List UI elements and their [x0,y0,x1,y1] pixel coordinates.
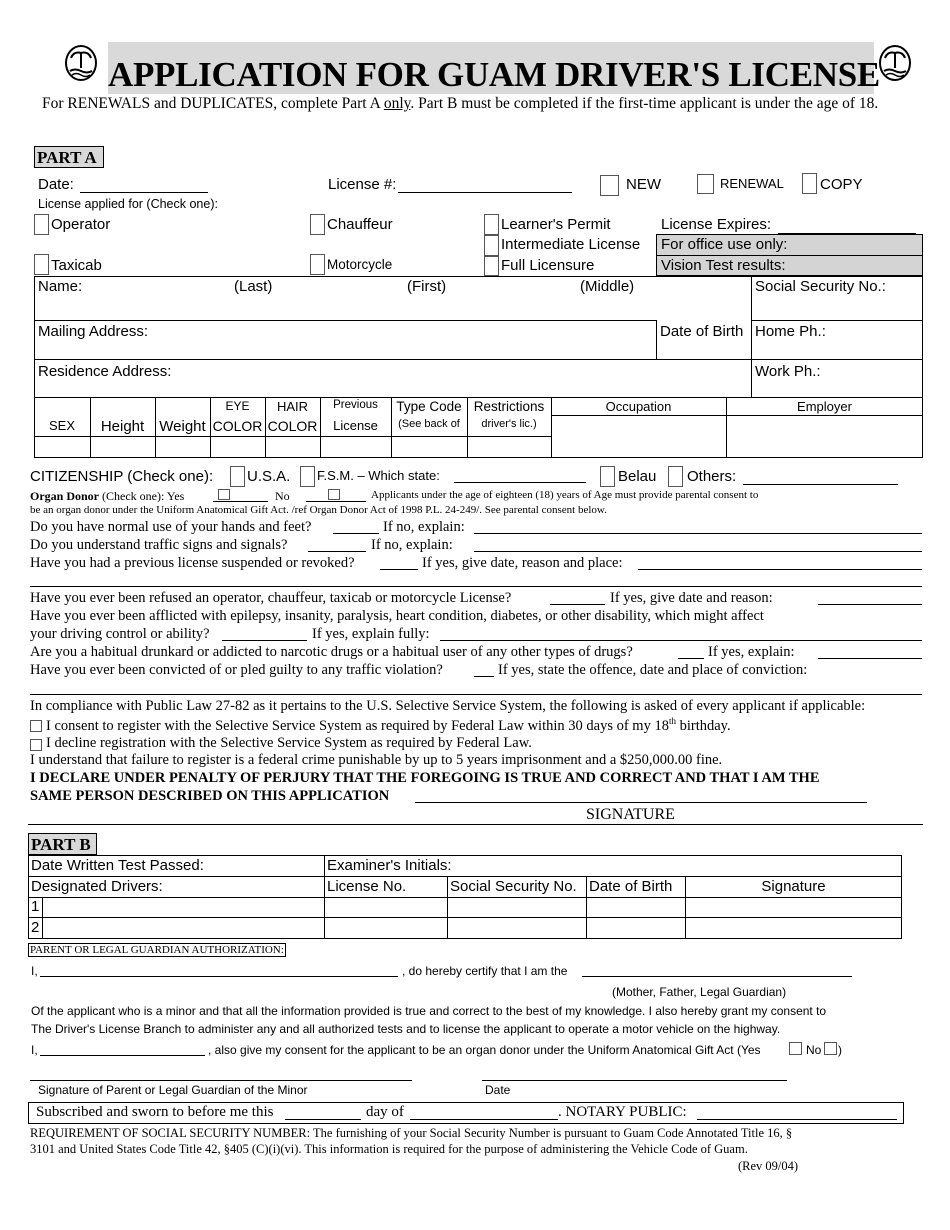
organ-consent-close: ) [838,1043,842,1057]
refused-explain-label: If yes, give date and reason: [610,590,773,606]
guardian-date-field[interactable] [482,1080,787,1081]
date-of-birth-column: Date of Birth [589,878,673,895]
understand-text: I understand that failure to register is a federal crime punishable by up to 5 years imprisonment and a $250,000.00 fine. [30,752,723,768]
previous-column-1: Previous [333,399,378,411]
operator-label: Operator [51,216,111,233]
vision-test-label: Vision Test results: [661,257,786,274]
hands-feet-explain-field[interactable] [474,533,922,534]
eye-column-2: COLOR [212,418,263,434]
question-refused: Have you ever been refused an operator, chauffeur, taxicab or motorcycle License? [30,590,512,606]
weight-column: Weight [159,418,206,435]
home-phone-label: Home Ph.: [755,323,826,340]
employer-column: Employer [797,399,852,414]
name-label: Name: [38,278,83,295]
guam-seal-left-icon [64,44,98,82]
date-field[interactable] [80,192,208,193]
ssn-requirement: REQUIREMENT OF SOCIAL SECURITY NUMBER: The furnishing of your Social Security Number is pursuant to Guam Code Annotated Title 16, § [30,1126,793,1140]
belau-checkbox[interactable] [600,466,615,487]
guardian-i-label-2: I, [31,1043,38,1057]
middle-name-label: (Middle) [580,278,635,295]
full-licensure-label: Full Licensure [501,257,595,274]
motorcycle-checkbox[interactable] [310,254,325,275]
traffic-signs-explain-field[interactable] [474,551,922,552]
license-number-label: License #: [328,176,397,193]
signature-column: Signature [761,878,826,895]
organ-donor-note-2: be an organ donor under the Uniform Anatomical Gift Act. /ref Organ Donor Act of 1998 P.L. 24-249/. See parental consent below. [30,504,607,516]
belau-label: Belau [618,468,657,485]
suspended-answer[interactable] [380,569,418,570]
notary-month-field[interactable] [410,1119,558,1120]
guardian-organ-no-checkbox[interactable] [824,1042,837,1055]
guardian-organ-yes-checkbox[interactable] [789,1042,802,1055]
residence-address-label: Residence Address: [38,363,172,380]
see-back-note-a: (See back of [398,418,460,430]
ssn-label: Social Security No.: [755,278,886,295]
learners-permit-checkbox[interactable] [484,214,499,235]
organ-donor-note: Applicants under the age of eighteen (18) years of Age must provide parental consent to [371,489,759,501]
consent-text: I consent to register with the Selective Service System as required by Federal Law within 30 days of my 18th birthday. [46,716,731,734]
relationship-options: (Mother, Father, Legal Guardian) [612,985,787,999]
usa-label: U.S.A. [247,468,291,485]
others-field[interactable] [743,484,898,485]
office-use-label: For office use only: [661,236,788,253]
occupation-column: Occupation [605,399,672,414]
license-applied-label: License applied for (Check one): [38,197,218,211]
convicted-answer[interactable] [474,676,494,677]
driver-row-1: 1 [31,898,40,915]
consent-checkbox[interactable] [30,720,42,732]
declaration-line-1: I DECLARE UNDER PENALTY OF PERJURY THAT THE FOREGOING IS TRUE AND CORRECT AND THAT I AM THE [30,770,820,786]
compliance-text: In compliance with Public Law 27-82 as it pertains to the U.S. Selective Service System, the following is asked of every applicant if applicable: [30,698,866,714]
guardian-i-label: I, [31,964,38,978]
organ-donor-yes-checkbox[interactable] [218,489,230,500]
others-label: Others: [687,468,737,485]
organ-donor-no-checkbox[interactable] [328,489,340,500]
applicant-signature-field[interactable] [415,802,867,803]
guardian-heading: PARENT OR LEGAL GUARDIAN AUTHORIZATION: [30,944,284,956]
guardian-signature-field[interactable] [30,1080,412,1081]
traffic-signs-explain-label: If no, explain: [371,537,453,553]
organ-donor-row: Organ Donor (Check one): Yes [30,489,185,503]
mailing-address-label: Mailing Address: [38,323,149,340]
page-title: APPLICATION FOR GUAM DRIVER'S LICENSE [108,55,880,94]
refused-answer[interactable] [550,604,605,605]
first-name-label: (First) [407,278,447,295]
taxicab-checkbox[interactable] [34,254,49,275]
driver-row-2: 2 [31,919,40,936]
decline-checkbox[interactable] [30,739,42,751]
question-drugs: Are you a habitual drunkard or addicted to narcotic drugs or a habitual user of any other types of drugs? [30,644,633,660]
ssn-requirement-2: 3101 and United States Code Title 42, §405 (C)(i)(vi). This information is required for the purpose of administering the Vehicle Code of Guam. [30,1142,748,1156]
full-licensure-checkbox[interactable] [484,256,499,276]
part-a-heading: PART A [34,146,104,168]
drugs-explain-label: If yes, explain: [708,644,795,660]
new-checkbox[interactable] [600,175,619,196]
afflicted-explain-field[interactable] [440,640,922,641]
taxicab-label: Taxicab [51,257,102,274]
minor-statement: Of the applicant who is a minor and that all the information provided is true and correct to the best of my knowledge. I also hereby grant my consent to [31,1004,827,1018]
copy-label: COPY [820,176,863,193]
license-no-column: License No. [327,878,407,895]
guardian-date-caption: Date [485,1083,511,1097]
hair-column-2: COLOR [267,418,318,434]
declaration-line-2: SAME PERSON DESCRIBED ON THIS APPLICATION [30,788,390,804]
intermediate-license-label: Intermediate License [501,236,641,253]
decline-text: I decline registration with the Selective Service System as required by Federal Law. [46,735,532,751]
suspended-explain-label: If yes, give date, reason and place: [422,555,623,571]
drugs-answer[interactable] [678,658,704,659]
hair-column-1: HAIR [276,399,309,414]
afflicted-answer[interactable] [222,640,307,641]
organ-consent-text: , also give my consent for the applicant to be an organ donor under the Uniform Anatomical Gift Act (Yes [208,1043,761,1057]
new-label: NEW [626,176,661,193]
usa-checkbox[interactable] [230,466,245,487]
question-afflicted-2: your driving control or ability? [30,626,210,642]
learners-permit-label: Learner's Permit [501,216,611,233]
relationship-field[interactable] [582,976,852,977]
operator-checkbox[interactable] [34,214,49,235]
hands-feet-answer[interactable] [333,533,379,534]
question-afflicted: Have you ever been afflicted with epilepsy, insanity, paralysis, heart condition, diabetes, or other disability, which might affect [30,608,764,624]
date-label: Date: [38,176,74,193]
restrictions-column: Restrictions [473,399,545,414]
fsm-label: F.S.M. – Which state: [317,468,440,483]
traffic-signs-answer[interactable] [308,551,366,552]
others-checkbox[interactable] [668,466,683,487]
sex-column: SEX [48,418,75,433]
renewal-checkbox[interactable] [697,174,714,194]
chauffeur-label: Chauffeur [327,216,393,233]
guardian-name-field-2[interactable] [40,1055,205,1056]
designated-drivers-label: Designated Drivers: [31,878,163,895]
copy-checkbox[interactable] [802,173,817,194]
guardian-name-field[interactable] [40,976,398,977]
guardian-organ-no-label: No [806,1043,822,1057]
height-column: Height [100,418,145,435]
notary-signature-field[interactable] [697,1119,897,1120]
renewal-label: RENEWAL [720,176,784,191]
fsm-checkbox[interactable] [300,466,315,487]
question-suspended: Have you had a previous license suspended or revoked? [30,555,355,571]
revision-label: (Rev 09/04) [738,1159,799,1173]
license-number-field[interactable] [398,192,572,193]
intermediate-license-checkbox[interactable] [484,235,499,256]
social-security-column: Social Security No. [450,878,577,895]
license-expires-label: License Expires: [661,216,772,233]
previous-column-2: License [333,418,378,433]
convicted-explain-label: If yes, state the offence, date and place of conviction: [498,662,808,678]
see-back-note-b: driver's lic.) [481,418,537,430]
signature-caption: SIGNATURE [586,806,675,823]
hands-feet-explain-label: If no, explain: [383,519,465,535]
day-of-text: day of [366,1104,404,1120]
citizenship-label: CITIZENSHIP (Check one): [30,468,214,485]
question-hands-feet: Do you have normal use of your hands and feet? [30,519,312,535]
part-b-heading: PART B [28,833,97,855]
afflicted-explain-label: If yes, explain fully: [312,626,430,642]
suspended-explain-field[interactable] [638,569,922,570]
drugs-explain-field[interactable] [818,658,922,659]
notary-day-field[interactable] [285,1119,361,1120]
subscribed-text: Subscribed and sworn to before me this [36,1104,274,1120]
type-code-column: Type Code [396,399,462,414]
written-test-label: Date Written Test Passed: [31,857,204,874]
guam-seal-right-icon [878,44,912,82]
motorcycle-label: Motorcycle [327,257,393,272]
work-phone-label: Work Ph.: [755,363,821,380]
refused-explain-field[interactable] [818,604,922,605]
page-subtitle: For RENEWALS and DUPLICATES, complete Part A only. Part B must be completed if the first-time applicant is under the age of 18. [42,95,879,112]
eye-column-1: EYE [225,399,250,413]
convicted-explain-field[interactable] [30,694,922,695]
chauffeur-checkbox[interactable] [310,214,325,235]
certify-text: , do hereby certify that I am the [402,964,568,978]
organ-donor-no-label: No [275,489,290,503]
question-convicted: Have you ever been convicted of or pled guilty to any traffic violation? [30,662,443,678]
guardian-signature-caption: Signature of Parent or Legal Guardian of the Minor [38,1083,308,1097]
suspended-explain-line-2[interactable] [30,586,922,587]
date-of-birth-label: Date of Birth [660,323,744,340]
last-name-label: (Last) [234,278,273,295]
question-traffic-signs: Do you understand traffic signs and signals? [30,537,288,553]
branch-statement: The Driver's License Branch to administer any and all authorized tests and to license the applicant to operate a motor vehicle on the highway. [31,1022,781,1036]
fsm-state-field[interactable] [454,482,586,483]
notary-public-label: . NOTARY PUBLIC: [558,1104,687,1120]
examiner-initials-label: Examiner's Initials: [327,857,452,874]
